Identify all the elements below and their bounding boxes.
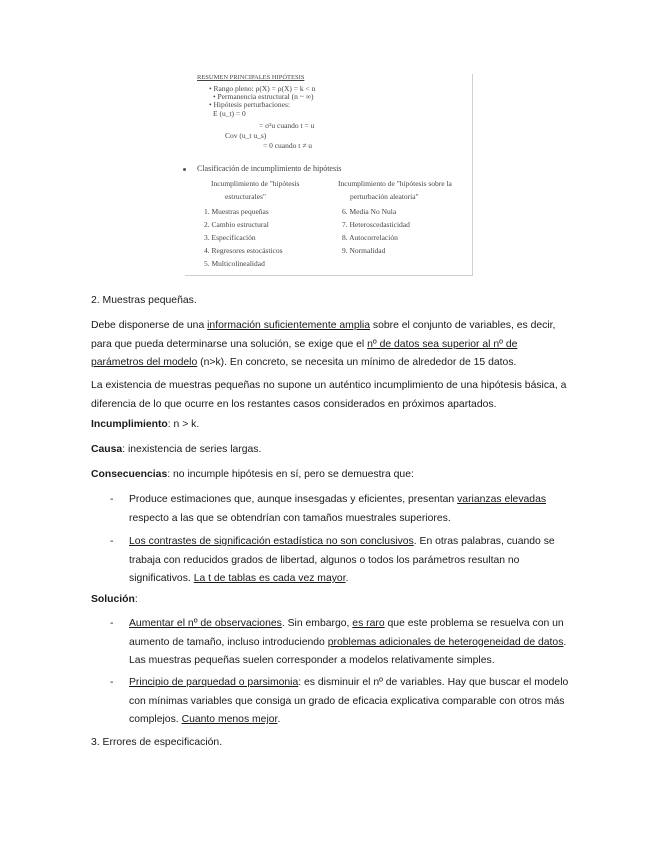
hyp-line-5: = σ²u cuando t = u bbox=[259, 121, 315, 130]
left-item-3: 3. Especificación bbox=[204, 233, 256, 242]
hyp-line-4: E (u_t) = 0 bbox=[213, 109, 246, 118]
left-item-1: 1. Muestras pequeñas bbox=[204, 207, 269, 216]
right-col-header-2: perturbación aleatoria" bbox=[350, 192, 419, 201]
right-col-header-1: Incumplimiento de "hipótesis sobre la bbox=[338, 179, 452, 188]
section-heading-muestras: 2. Muestras pequeñas. bbox=[91, 295, 197, 306]
underline-cuanto-menos: Cuanto menos mejor bbox=[181, 714, 278, 725]
solucion-line: Solución: bbox=[91, 594, 138, 605]
left-col-header-2: estructurales" bbox=[225, 192, 266, 201]
consecuencias-label: Consecuencias bbox=[91, 469, 168, 480]
underline-informacion-amplia: información suficientemente amplia bbox=[207, 320, 370, 331]
right-item-6: 6. Media No Nula bbox=[342, 207, 397, 216]
dash-marker: - bbox=[110, 618, 114, 629]
underline-t-tablas: La t de tablas es cada vez mayor bbox=[193, 573, 346, 584]
causa-label: Causa bbox=[91, 444, 123, 455]
right-item-9: 9. Normalidad bbox=[342, 246, 386, 255]
underline-es-raro: es raro bbox=[352, 618, 385, 629]
incumplimiento-label: Incumplimiento bbox=[91, 419, 168, 430]
causa-line: Causa: inexistencia de series largas. bbox=[91, 444, 262, 455]
underline-varianzas: varianzas elevadas bbox=[457, 494, 547, 505]
hyp-line-7: = 0 cuando t ≠ u bbox=[263, 141, 312, 150]
hyp-line-3: • Hipótesis perturbaciones: bbox=[209, 100, 290, 109]
consecuencias-line: Consecuencias: no incumple hipótesis en sí, pero se demuestra que: bbox=[91, 469, 414, 480]
hyp-line-1: • Rango pleno: ρ(X) = ρ(X) = k < n bbox=[209, 84, 316, 93]
left-item-4: 4. Regresores estocásticos bbox=[204, 246, 283, 255]
figure-right-border bbox=[472, 74, 473, 276]
dash-marker: - bbox=[110, 677, 114, 688]
underline-parsimonia: Principio de parquedad o parsimonia bbox=[129, 677, 299, 688]
left-item-5: 5. Multicolinealidad bbox=[204, 259, 265, 268]
figure-title: RESUMEN PRINCIPALES HIPÓTESIS bbox=[197, 74, 305, 81]
left-item-2: 2. Cambio estructural bbox=[204, 220, 269, 229]
underline-aumentar: Aumentar el nº de observaciones bbox=[129, 618, 282, 629]
paragraph-datos-suficientes: Debe disponerse de una información suficientemente amplia sobre el conjunto de variables, es decir, para que pueda determinarse una solución, se exige que el nº de datos sea superior al nº de parámetros del modelo (n>k). En concreto, se necesita un mínimo de alrededor de 15 datos. bbox=[91, 320, 556, 368]
paragraph-no-incumplimiento: La existencia de muestras pequeñas no supone un auténtico incumplimiento de una hipótesis básica, a diferencia de lo que ocurre en los restantes casos considerados en próximos apartados. bbox=[91, 380, 567, 410]
underline-n-datos: nº de datos sea superior al nº de parámetros del modelo bbox=[91, 338, 518, 368]
figure-bottom-border bbox=[185, 275, 473, 276]
hypotheses-summary-figure bbox=[181, 74, 473, 276]
classification-bullet bbox=[183, 168, 186, 171]
underline-heterogeneidad: problemas adicionales de heterogeneidad de datos bbox=[327, 636, 564, 648]
hyp-line-2: • Permanencia estructural (n ~ ∞) bbox=[213, 92, 314, 101]
right-item-7: 7. Heteroscedasticidad bbox=[342, 220, 410, 229]
underline-contrastes: Los contrastes de significación estadística no son conclusivos bbox=[129, 536, 414, 547]
solucion-label: Solución bbox=[91, 594, 135, 605]
hyp-line-6: Cov (u_t u_s) bbox=[225, 131, 267, 140]
left-col-header-1: Incumplimiento de "hipótesis bbox=[211, 179, 300, 188]
incumplimiento-line: Incumplimiento: n > k. bbox=[91, 419, 200, 430]
section-heading-errores: 3. Errores de especificación. bbox=[91, 737, 223, 748]
right-item-8: 8. Autocorrelación bbox=[342, 233, 398, 242]
dash-marker: - bbox=[110, 536, 114, 547]
dash-marker: - bbox=[110, 494, 114, 505]
classification-heading: Clasificación de incumplimiento de hipótesis bbox=[197, 164, 342, 173]
